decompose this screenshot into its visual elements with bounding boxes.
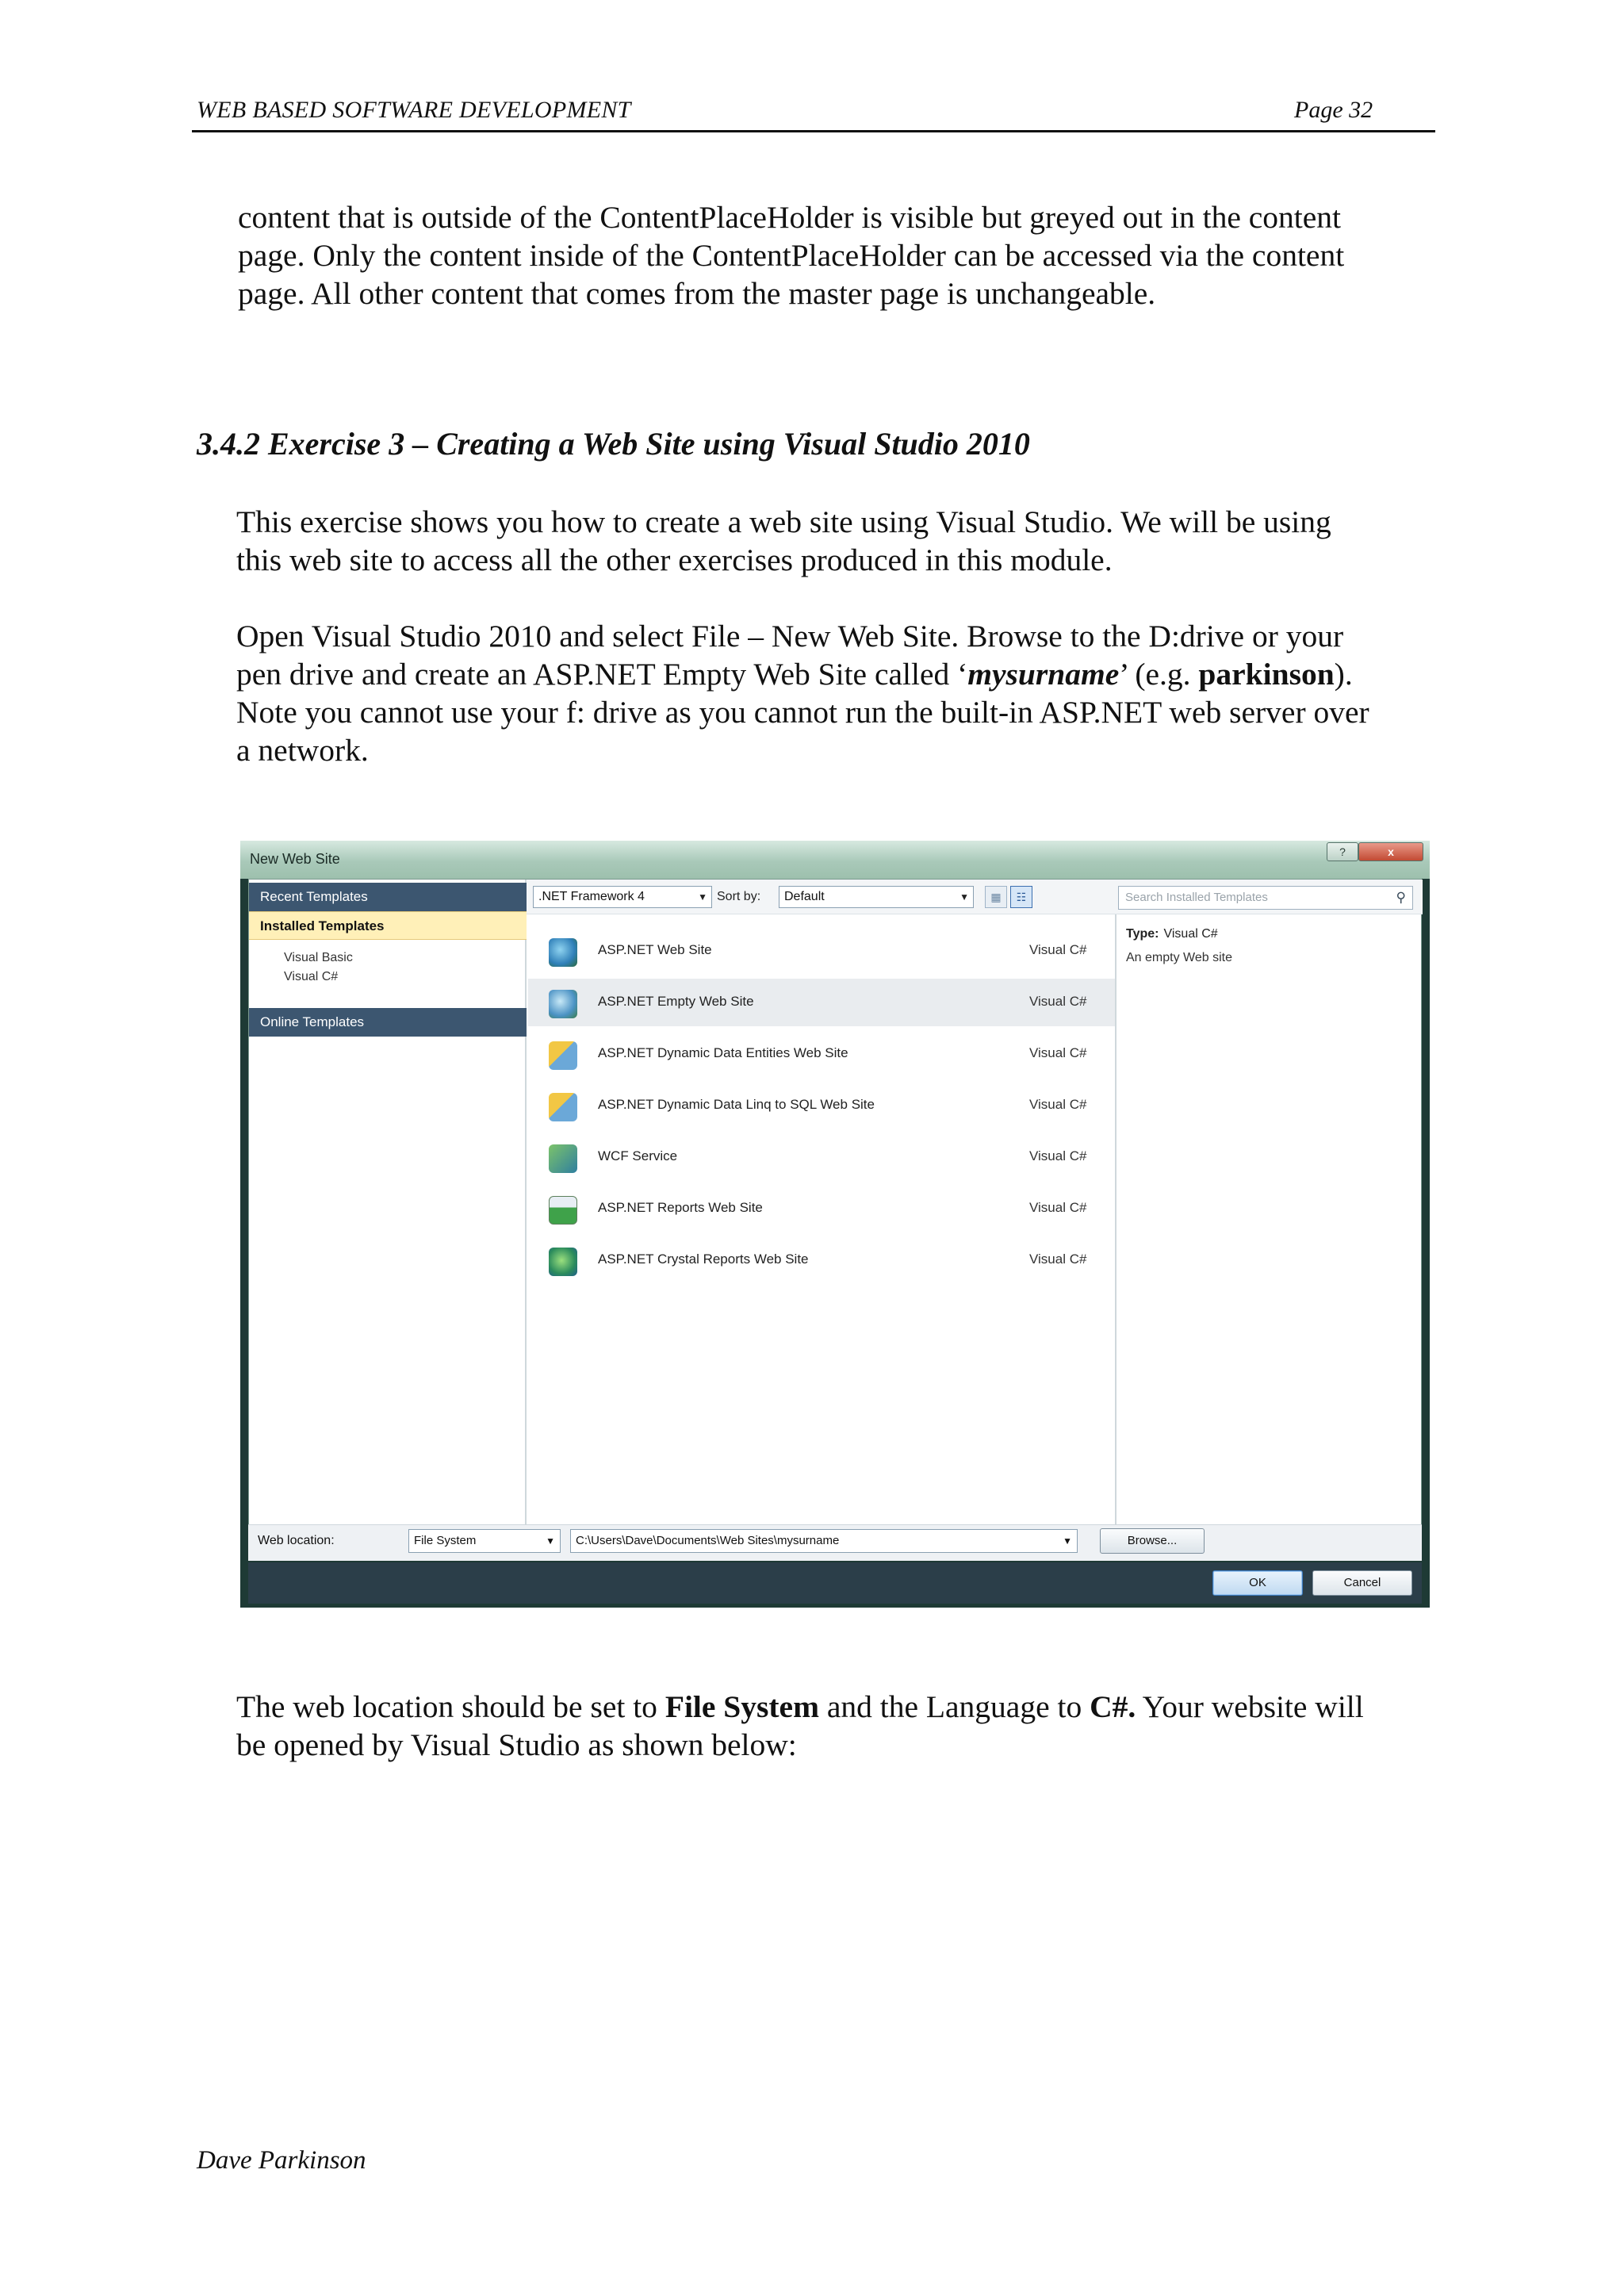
- browse-button[interactable]: Browse...: [1100, 1528, 1205, 1554]
- dialog-title: New Web Site: [250, 851, 340, 867]
- sort-by-label: Sort by:: [717, 890, 761, 903]
- intro-line: page. Only the content inside of the ContentPlaceHolder can be accessed via the content: [238, 238, 1345, 273]
- ok-button[interactable]: OK: [1212, 1570, 1303, 1596]
- puzzle-icon: [549, 1093, 577, 1121]
- template-language: Visual C#: [1029, 1200, 1087, 1215]
- crystal-icon: [549, 1248, 577, 1276]
- template-name: ASP.NET Empty Web Site: [598, 994, 754, 1009]
- paragraph-line: be opened by Visual Studio as shown below:: [236, 1727, 797, 1762]
- small-icons-view-button[interactable]: ☷: [1010, 886, 1032, 908]
- page-footer-author: Dave Parkinson: [197, 2146, 366, 2175]
- template-name: ASP.NET Dynamic Data Entities Web Site: [598, 1045, 848, 1060]
- paragraph-line: a network.: [236, 733, 369, 768]
- globe-icon: [549, 938, 577, 967]
- template-row[interactable]: [528, 1082, 1115, 1129]
- search-placeholder: Search Installed Templates: [1125, 891, 1268, 904]
- template-row[interactable]: [528, 979, 1115, 1026]
- exercise-paragraph: [236, 503, 1331, 579]
- template-categories-pane: [249, 880, 527, 1555]
- emphasis-csharp: C#.: [1090, 1689, 1136, 1724]
- dialog-body: [248, 879, 1422, 1556]
- text-run: The web location should be set to: [236, 1689, 665, 1724]
- page-number: Page 32: [1294, 97, 1373, 123]
- template-language: Visual C#: [1029, 994, 1087, 1009]
- visual-csharp-item[interactable]: Visual C#: [284, 970, 339, 983]
- cancel-button[interactable]: Cancel: [1312, 1570, 1412, 1596]
- new-web-site-dialog: [240, 841, 1430, 1608]
- template-toolbar: [527, 880, 1423, 914]
- paragraph-line: Note you cannot use your f: drive as you cannot run the built-in ASP.NET web server over: [236, 695, 1369, 730]
- dropdown-arrow-icon: ▼: [698, 891, 707, 903]
- web-location-label: Web location:: [258, 1534, 335, 1547]
- path-value: C:\Users\Dave\Documents\Web Sites\mysurname: [576, 1534, 840, 1547]
- puzzle-icon: [549, 1041, 577, 1070]
- template-row[interactable]: [528, 927, 1115, 975]
- text-run: and the Language to: [818, 1689, 1090, 1724]
- template-description: An empty Web site: [1126, 951, 1232, 964]
- paragraph-line: this web site to access all the other exercises produced in this module.: [236, 542, 1113, 577]
- visual-basic-item[interactable]: Visual Basic: [284, 951, 353, 964]
- dropdown-arrow-icon: ▼: [959, 891, 969, 903]
- empty-globe-icon: [549, 990, 577, 1018]
- text-run: ’ (e.g.: [1119, 657, 1199, 692]
- template-row[interactable]: [528, 1030, 1115, 1078]
- dropdown-arrow-icon: ▼: [546, 1535, 555, 1547]
- close-button[interactable]: x: [1358, 842, 1423, 861]
- template-language: Visual C#: [1029, 1097, 1087, 1112]
- closing-paragraph: [236, 1688, 1364, 1764]
- template-type: [1126, 927, 1218, 941]
- template-language: Visual C#: [1029, 1148, 1087, 1163]
- template-language: Visual C#: [1029, 1045, 1087, 1060]
- paragraph-line: Open Visual Studio 2010 and select File – New Web Site. Browse to the D:drive or your: [236, 619, 1344, 654]
- template-name: WCF Service: [598, 1148, 678, 1163]
- header-rule: [192, 130, 1435, 132]
- web-location-select[interactable]: [408, 1529, 561, 1553]
- dialog-titlebar: [240, 841, 1430, 879]
- text-run: Your website will: [1136, 1689, 1364, 1724]
- type-value: Visual C#: [1163, 927, 1218, 941]
- emphasis-parkinson: parkinson: [1198, 657, 1335, 692]
- intro-line: page. All other content that comes from the master page is unchangeable.: [238, 276, 1156, 311]
- framework-select[interactable]: [533, 886, 712, 908]
- emphasis-file-system: File System: [665, 1689, 819, 1724]
- online-templates-item[interactable]: Online Templates: [249, 1008, 527, 1037]
- instructions-paragraph: [236, 617, 1369, 769]
- template-name: ASP.NET Web Site: [598, 942, 712, 957]
- type-label: Type:: [1126, 927, 1159, 941]
- emphasis-mysurname: mysurname: [967, 657, 1120, 692]
- report-icon: [549, 1196, 577, 1225]
- section-heading: 3.4.2 Exercise 3 – Creating a Web Site using Visual Studio 2010: [197, 426, 1030, 462]
- wcf-icon: [549, 1144, 577, 1173]
- text-run: ).: [1334, 657, 1353, 692]
- paragraph-line: This exercise shows you how to create a web site using Visual Studio. We will be using: [236, 504, 1331, 539]
- help-button[interactable]: ?: [1327, 842, 1358, 861]
- template-language: Visual C#: [1029, 942, 1087, 957]
- web-location-value: File System: [414, 1534, 477, 1547]
- template-info-pane: [1116, 914, 1421, 1555]
- medium-icons-view-button[interactable]: ▦: [985, 886, 1007, 908]
- text-run: pen drive and create an ASP.NET Empty Web Site called ‘: [236, 657, 968, 692]
- sort-by-value: Default: [784, 890, 825, 903]
- search-templates-input[interactable]: [1118, 886, 1413, 910]
- template-row[interactable]: [528, 1236, 1115, 1284]
- dropdown-arrow-icon: ▼: [1063, 1535, 1072, 1547]
- recent-templates-item[interactable]: Recent Templates: [249, 883, 527, 911]
- template-name: ASP.NET Reports Web Site: [598, 1200, 763, 1215]
- running-header-title: WEB BASED SOFTWARE DEVELOPMENT: [197, 97, 631, 123]
- installed-templates-item[interactable]: Installed Templates: [249, 911, 527, 940]
- template-row[interactable]: [528, 1133, 1115, 1181]
- framework-value: .NET Framework 4: [538, 890, 645, 903]
- template-language: Visual C#: [1029, 1251, 1087, 1267]
- template-name: ASP.NET Crystal Reports Web Site: [598, 1251, 809, 1267]
- template-row[interactable]: [528, 1185, 1115, 1232]
- intro-paragraph: [238, 198, 1344, 312]
- paragraph-line: [236, 1688, 1364, 1726]
- intro-line: content that is outside of the ContentPlaceHolder is visible but greyed out in the content: [238, 200, 1341, 235]
- template-name: ASP.NET Dynamic Data Linq to SQL Web Site: [598, 1097, 875, 1112]
- search-icon[interactable]: ⚲: [1396, 890, 1406, 905]
- paragraph-line: [236, 655, 1369, 693]
- sort-by-select[interactable]: [779, 886, 974, 908]
- web-location-path-input[interactable]: [570, 1529, 1078, 1553]
